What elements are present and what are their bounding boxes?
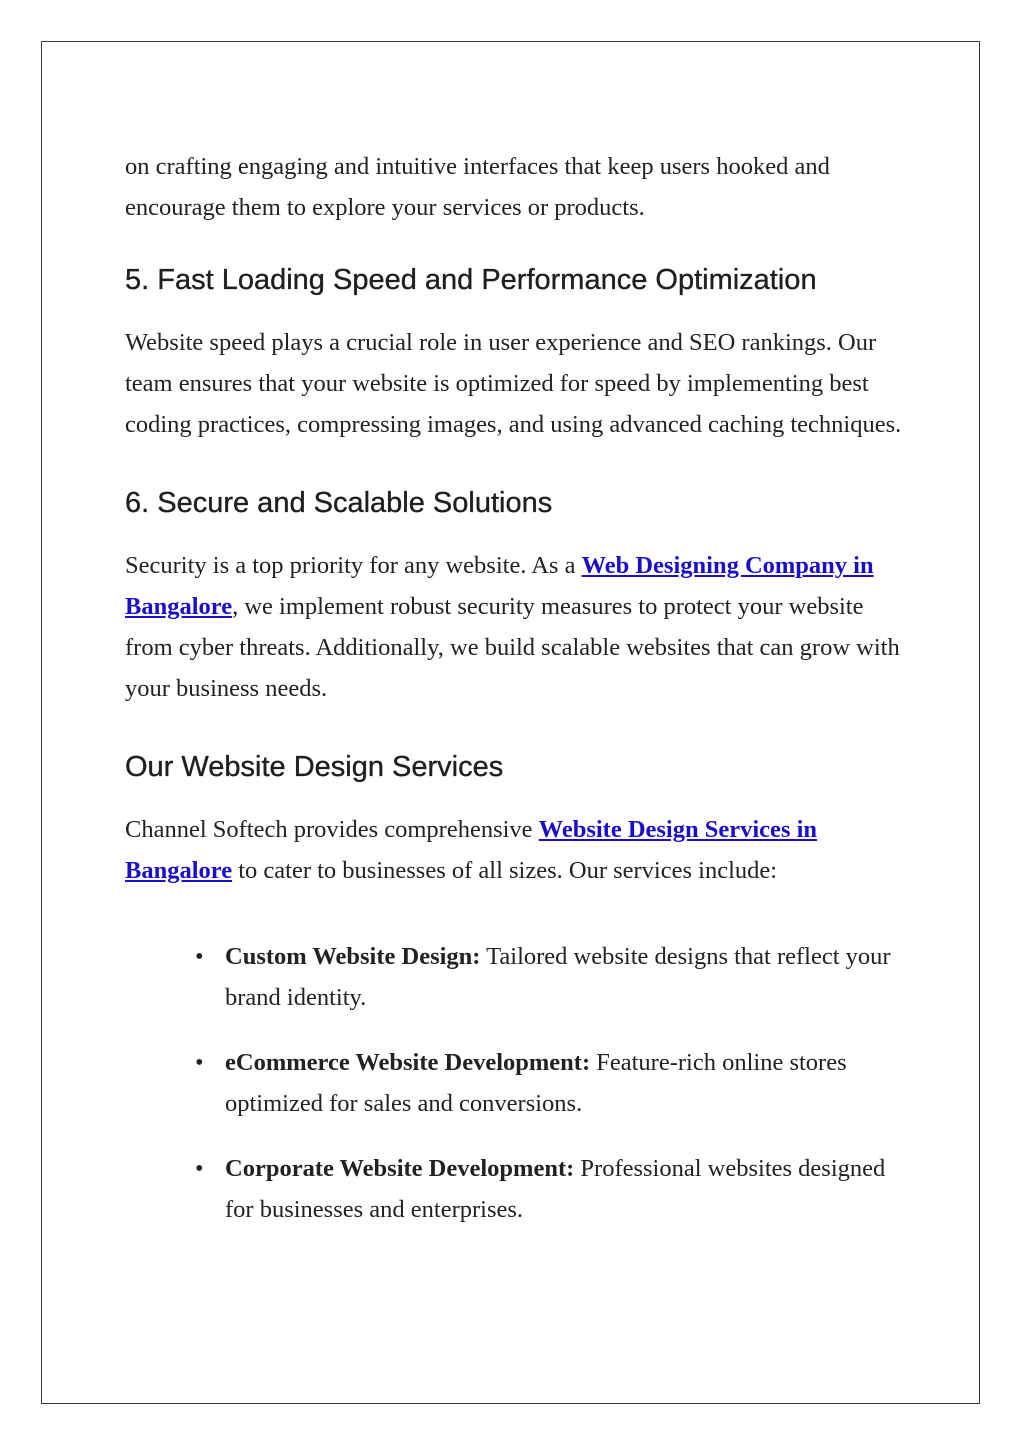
section-5-heading: 5. Fast Loading Speed and Performance Optimization <box>125 264 817 296</box>
section-6-paragraph <box>125 545 915 709</box>
bullet-marker: • <box>195 1155 204 1182</box>
bullet-marker: • <box>195 943 204 970</box>
service-description: Feature-rich online stores optimized for sales and conversions. <box>225 1049 847 1117</box>
services-paragraph <box>125 809 915 891</box>
section-6-heading: 6. Secure and Scalable Solutions <box>125 487 553 519</box>
web-designing-company-link[interactable]: Web Designing Company in Bangalore <box>125 552 874 620</box>
list-item <box>125 1042 915 1124</box>
page-content <box>125 153 915 1230</box>
service-title: Custom Website Design: <box>225 943 481 970</box>
section-5-paragraph: Website speed plays a crucial role in user experience and SEO rankings. Our team ensures that your website is optimized for speed by implementing best coding practices, compressing images, and using advanced caching techniques. <box>125 329 902 438</box>
services-text-before: Channel Softech provides comprehensive <box>125 816 539 843</box>
services-list <box>125 936 915 1230</box>
list-item <box>125 936 915 1018</box>
service-title: Corporate Website Development: <box>225 1155 575 1182</box>
intro-paragraph: on crafting engaging and intuitive interfaces that keep users hooked and encourage them to explore your services or products. <box>125 153 830 221</box>
list-item <box>125 1148 915 1230</box>
service-description: Professional websites designed for businesses and enterprises. <box>225 1155 886 1223</box>
bullet-marker: • <box>195 1049 204 1076</box>
section-6-text-before: Security is a top priority for any website. As a <box>125 552 582 579</box>
service-title: eCommerce Website Development: <box>225 1049 591 1076</box>
website-design-services-link[interactable]: Website Design Services in Bangalore <box>125 816 818 884</box>
document-page <box>41 41 980 1404</box>
services-text-after: to cater to businesses of all sizes. Our services include: <box>232 857 778 884</box>
section-6-text-after: , we implement robust security measures to protect your website from cyber threats. Additionally, we build scalable websites that can grow with your business needs. <box>125 593 900 702</box>
service-description: Tailored website designs that reflect your brand identity. <box>225 943 891 1011</box>
services-heading: Our Website Design Services <box>125 751 504 783</box>
